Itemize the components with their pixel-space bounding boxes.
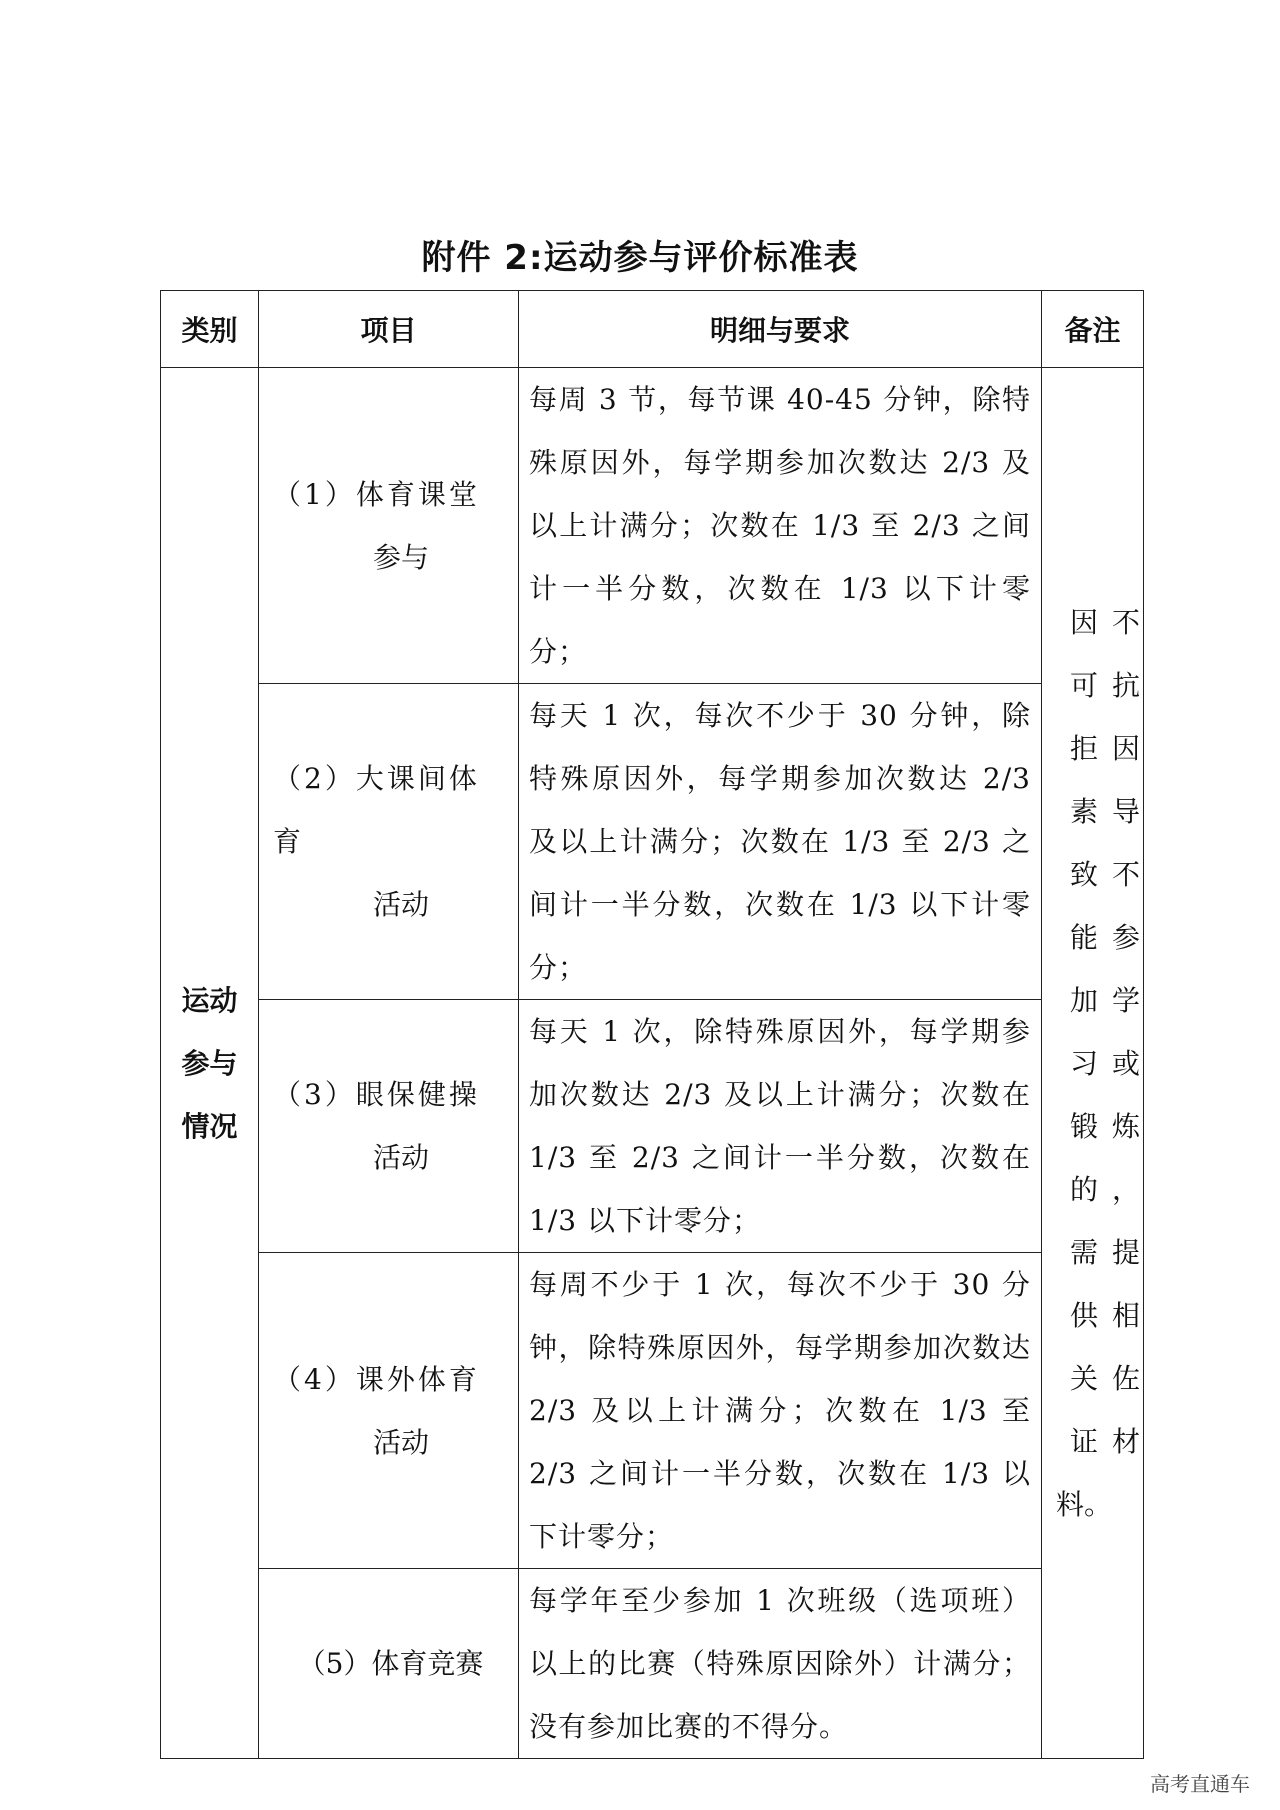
note-char: 拒: [1070, 731, 1099, 765]
note-cell: [1042, 368, 1144, 1759]
detail-cell: 每周不少于 1 次，每次不少于 30 分钟，除特殊原因外，每学期参加次数达 2/3 及以上计满分；次数在 1/3 至 2/3 之间计一半分数，次数在 1/3 以下计零分；: [519, 1253, 1042, 1569]
note-char: 能: [1070, 920, 1099, 954]
item-label: （1）体育课堂: [273, 477, 480, 511]
table-row: [161, 1253, 1144, 1569]
note-char: 参: [1112, 920, 1141, 954]
note-char: 锻: [1070, 1109, 1099, 1143]
note-char: ，: [1112, 1172, 1141, 1206]
note-char: 加: [1070, 983, 1099, 1017]
category-line: 参与: [181, 1046, 238, 1080]
note-char: 不: [1112, 605, 1141, 639]
header-detail: 明细与要求: [519, 291, 1042, 368]
evaluation-table: [160, 290, 1144, 1759]
note-char: 习: [1070, 1046, 1099, 1080]
header-item: 项目: [259, 291, 519, 368]
note-char: 学: [1112, 983, 1141, 1017]
note-char: 关: [1070, 1361, 1099, 1395]
note-char: 导: [1112, 794, 1141, 828]
item-label-cont: 活动: [373, 1425, 430, 1459]
page-title: 附件 2:运动参与评价标准表: [421, 238, 859, 278]
header-note: 备注: [1042, 291, 1144, 368]
item-label: （4）课外体育: [273, 1362, 480, 1396]
note-char: 抗: [1112, 668, 1141, 702]
item-cell: [259, 1000, 519, 1253]
table-row: [161, 1569, 1144, 1759]
note-char: 佐: [1112, 1361, 1141, 1395]
note-char: 因: [1070, 605, 1099, 639]
item-label: （2）大课间体育: [273, 762, 480, 858]
note-char: 提: [1112, 1235, 1141, 1269]
watermark: 高考直通车: [1150, 1772, 1250, 1796]
note-char: 可: [1070, 668, 1099, 702]
item-cell: [259, 684, 519, 1000]
table-row: [161, 1000, 1144, 1253]
note-char: 或: [1112, 1046, 1141, 1080]
note-char: 材: [1112, 1424, 1141, 1458]
item-label: （3）眼保健操: [273, 1078, 480, 1111]
item-cell: [259, 368, 519, 684]
note-char: 料。: [1056, 1487, 1113, 1521]
note-char: 炼: [1112, 1109, 1141, 1143]
detail-cell: 每学年至少参加 1 次班级（选项班）以上的比赛（特殊原因除外）计满分；没有参加比赛的不得分。: [519, 1569, 1042, 1759]
category-line: 情况: [181, 1109, 238, 1143]
note-text: [1042, 591, 1143, 1536]
table-header-row: [161, 291, 1144, 368]
note-char: [1112, 1473, 1140, 1536]
note-char: 的: [1070, 1172, 1099, 1206]
note-char: 致: [1070, 857, 1099, 891]
note-char: 相: [1112, 1298, 1141, 1332]
item-label-cont: 活动: [373, 888, 430, 921]
table-row: [161, 368, 1144, 684]
header-category: 类别: [161, 291, 259, 368]
detail-cell: 每天 1 次，每次不少于 30 分钟，除特殊原因外，每学期参加次数达 2/3 及以上计满分；次数在 1/3 至 2/3 之间计一半分数，次数在 1/3 以下计零分；: [519, 684, 1042, 1000]
item-label: （5）体育竞赛: [297, 1647, 484, 1680]
table-row: [161, 684, 1144, 1000]
note-char: 证: [1070, 1424, 1099, 1458]
item-label-cont: 参与: [373, 540, 430, 574]
item-cell: [259, 1253, 519, 1569]
detail-cell: 每天 1 次，除特殊原因外，每学期参加次数达 2/3 及以上计满分；次数在 1/3 至 2/3 之间计一半分数，次数在 1/3 以下计零分；: [519, 1000, 1042, 1253]
item-label-cont: 活动: [373, 1141, 430, 1174]
note-char: 因: [1112, 731, 1141, 765]
note-char: 供: [1070, 1298, 1099, 1332]
category-line: 运动: [181, 983, 238, 1017]
item-cell: [259, 1569, 519, 1759]
note-char: 不: [1112, 857, 1141, 891]
detail-cell: 每周 3 节，每节课 40-45 分钟，除特殊原因外，每学期参加次数达 2/3 及以上计满分；次数在 1/3 至 2/3 之间计一半分数，次数在 1/3 以下计零分；: [519, 368, 1042, 684]
category-cell: [161, 368, 259, 1759]
note-char: 需: [1070, 1235, 1099, 1269]
note-char: 素: [1070, 794, 1099, 828]
